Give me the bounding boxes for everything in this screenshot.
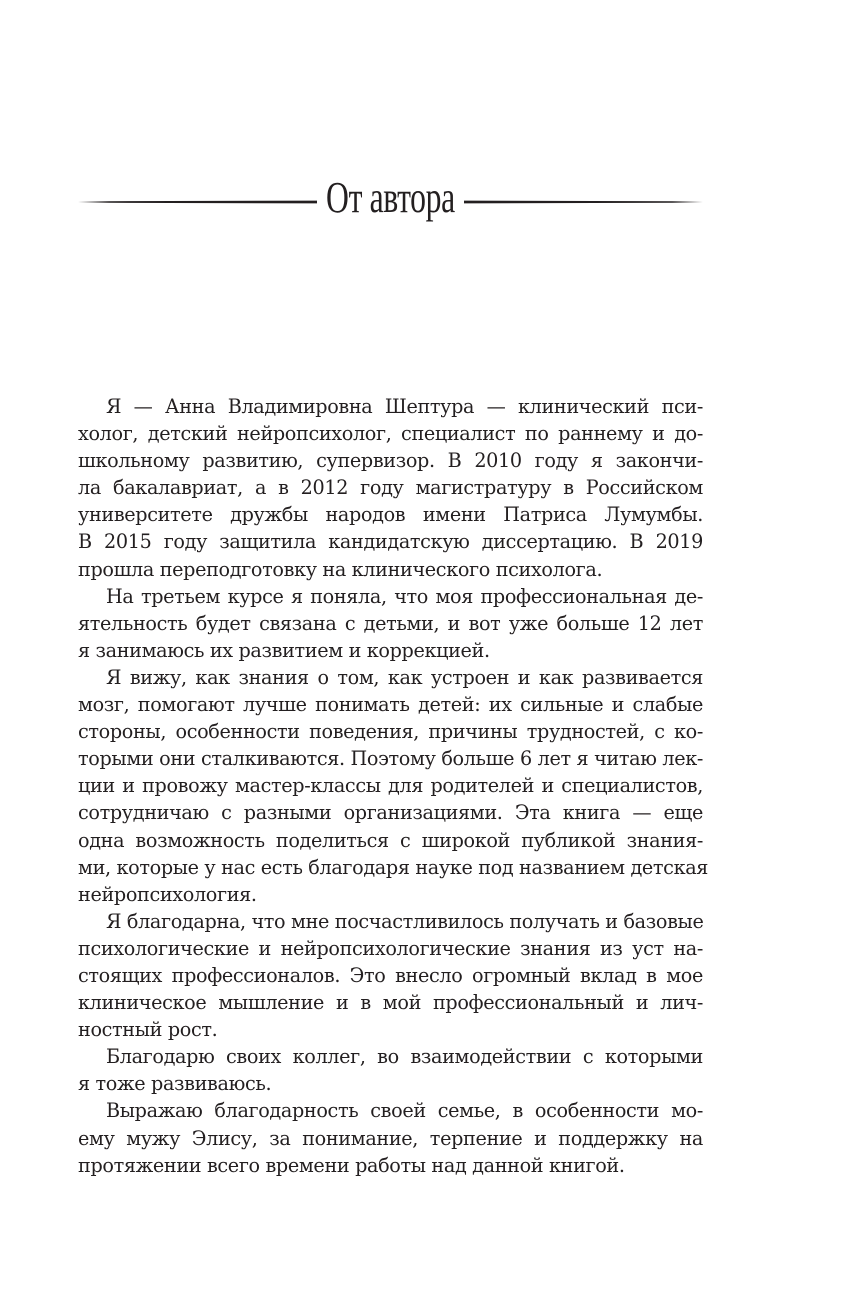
text-line: торыми они сталкиваются. Поэтому больше 6 лет я читаю лек- — [78, 747, 703, 771]
tapered-line-icon — [464, 200, 703, 204]
text-line: ему мужу Элису, за понимание, терпение и поддержку на — [78, 1126, 703, 1150]
text-line: протяжении всего времени работы над данной книгой. — [78, 1153, 625, 1177]
text-line: В 2015 году защитила кандидатскую диссертацию. В 2019 — [78, 530, 703, 554]
text-line: одна возможность поделиться с широкой публикой знания- — [78, 828, 703, 852]
tapered-line-icon — [78, 200, 317, 204]
text-line: я занимаюсь их развитием и коррекцией. — [78, 638, 490, 662]
paragraph-1 — [78, 393, 703, 583]
paragraph-3 — [78, 664, 709, 908]
text-line: нейропсихология. — [78, 882, 257, 906]
text-line: На третьем курсе я поняла, что моя профессиональная де- — [106, 584, 703, 608]
text-line: ятельность будет связана с детьми, и вот уже больше 12 лет — [78, 611, 703, 635]
page-title: От автора — [326, 173, 455, 222]
paragraph-6 — [78, 1097, 703, 1178]
paragraph-4 — [78, 908, 703, 1043]
text-line: Благодарю своих коллег, во взаимодействии с которыми — [106, 1045, 703, 1069]
text-line: клиническое мышление и в мой профессиональный и лич- — [78, 991, 703, 1015]
paragraph-2 — [78, 583, 703, 664]
text-line: Я благодарна, что мне посчастливилось получать и базовые — [106, 909, 704, 933]
text-line: мозг, помогают лучше понимать детей: их сильные и слабые — [78, 693, 703, 717]
text-line: я тоже развиваюсь. — [78, 1072, 272, 1096]
chapter-heading — [78, 168, 703, 228]
text-line: ции и провожу мастер-классы для родителей и специалистов, — [78, 774, 703, 798]
text-line: Я вижу, как знания о том, как устроен и как развивается — [106, 665, 703, 689]
text-line: стоящих профессионалов. Это внесло огромный вклад в мое — [78, 963, 703, 987]
paragraph-5 — [78, 1043, 703, 1097]
text-line: Выражаю благодарность своей семье, в особенности мо- — [106, 1099, 703, 1123]
text-line: школьному развитию, супервизор. В 2010 году я закончи- — [78, 449, 703, 473]
text-line: холог, детский нейропсихолог, специалист по раннему и до- — [78, 422, 703, 446]
text-line: ностный рост. — [78, 1018, 218, 1042]
text-line: университете дружбы народов имени Патриса Лумумбы. — [78, 503, 703, 527]
decorative-rule-right — [464, 200, 703, 203]
text-line: сотрудничаю с разными организациями. Эта книга — еще — [78, 801, 703, 825]
decorative-rule-left — [78, 200, 317, 203]
text-line: ми, которые у нас есть благодаря науке под названием детская — [78, 855, 709, 879]
text-line: стороны, особенности поведения, причины трудностей, с ко- — [78, 720, 703, 744]
text-line: прошла переподготовку на клинического психолога. — [78, 557, 603, 581]
text-line: ла бакалавриат, а в 2012 году магистратуру в Российском — [78, 476, 703, 500]
text-line: Я — Анна Владимировна Шептура — клинический пси- — [106, 395, 703, 418]
text-line: психологические и нейропсихологические знания из уст на- — [78, 936, 703, 960]
body-text — [78, 393, 709, 1179]
